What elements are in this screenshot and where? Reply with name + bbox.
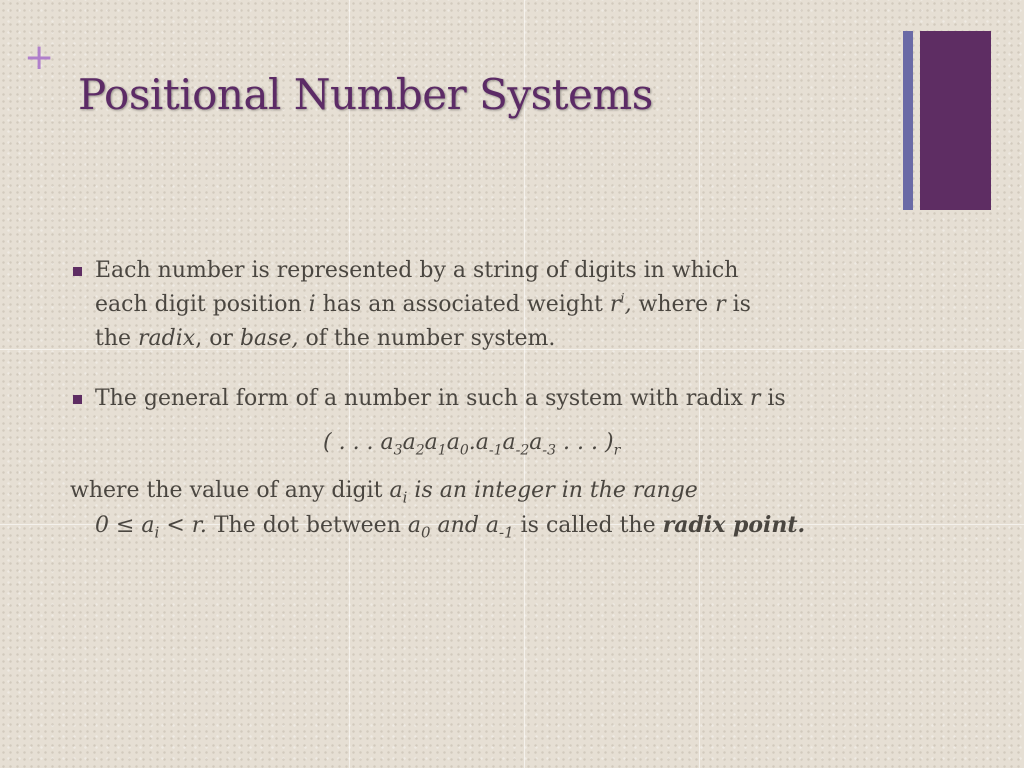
number-form-formula: ( . . . $a_3a_2a_1a_0.a_{-1}a_{-2}a_{-3}$ . . . )$_r$ — [323, 430, 621, 459]
bullet-point-2 — [70, 382, 950, 416]
plus-icon: + — [24, 37, 55, 78]
accent-bar-wide — [920, 31, 991, 210]
bullet-1-line-3: the radix, or base, of the number system. — [95, 326, 556, 351]
explanation-line-1: where the value of any digit $a_i$ is an integer in the range — [70, 478, 698, 507]
bullet-1-line-1: Each number is represented by a string of digits in which — [95, 258, 739, 283]
bullet-2-text: The general form of a number in such a system with radix r is — [95, 386, 786, 411]
slide-body — [70, 254, 950, 543]
slide-title: Positional Number Systems — [78, 70, 653, 119]
accent-bar-thin — [903, 31, 913, 210]
bullet-1-line-2: each digit position i has an associated weight $r^i$, where r is — [95, 291, 751, 317]
bullet-square-icon — [73, 267, 82, 276]
bullet-square-icon — [73, 395, 82, 404]
bullet-point-1 — [70, 254, 950, 356]
radix-point-explanation — [70, 474, 950, 543]
explanation-line-2: $0 \le a_i < r$. The dot between $a_0$ and $a_{-1}$ is called the radix point. — [95, 512, 806, 542]
